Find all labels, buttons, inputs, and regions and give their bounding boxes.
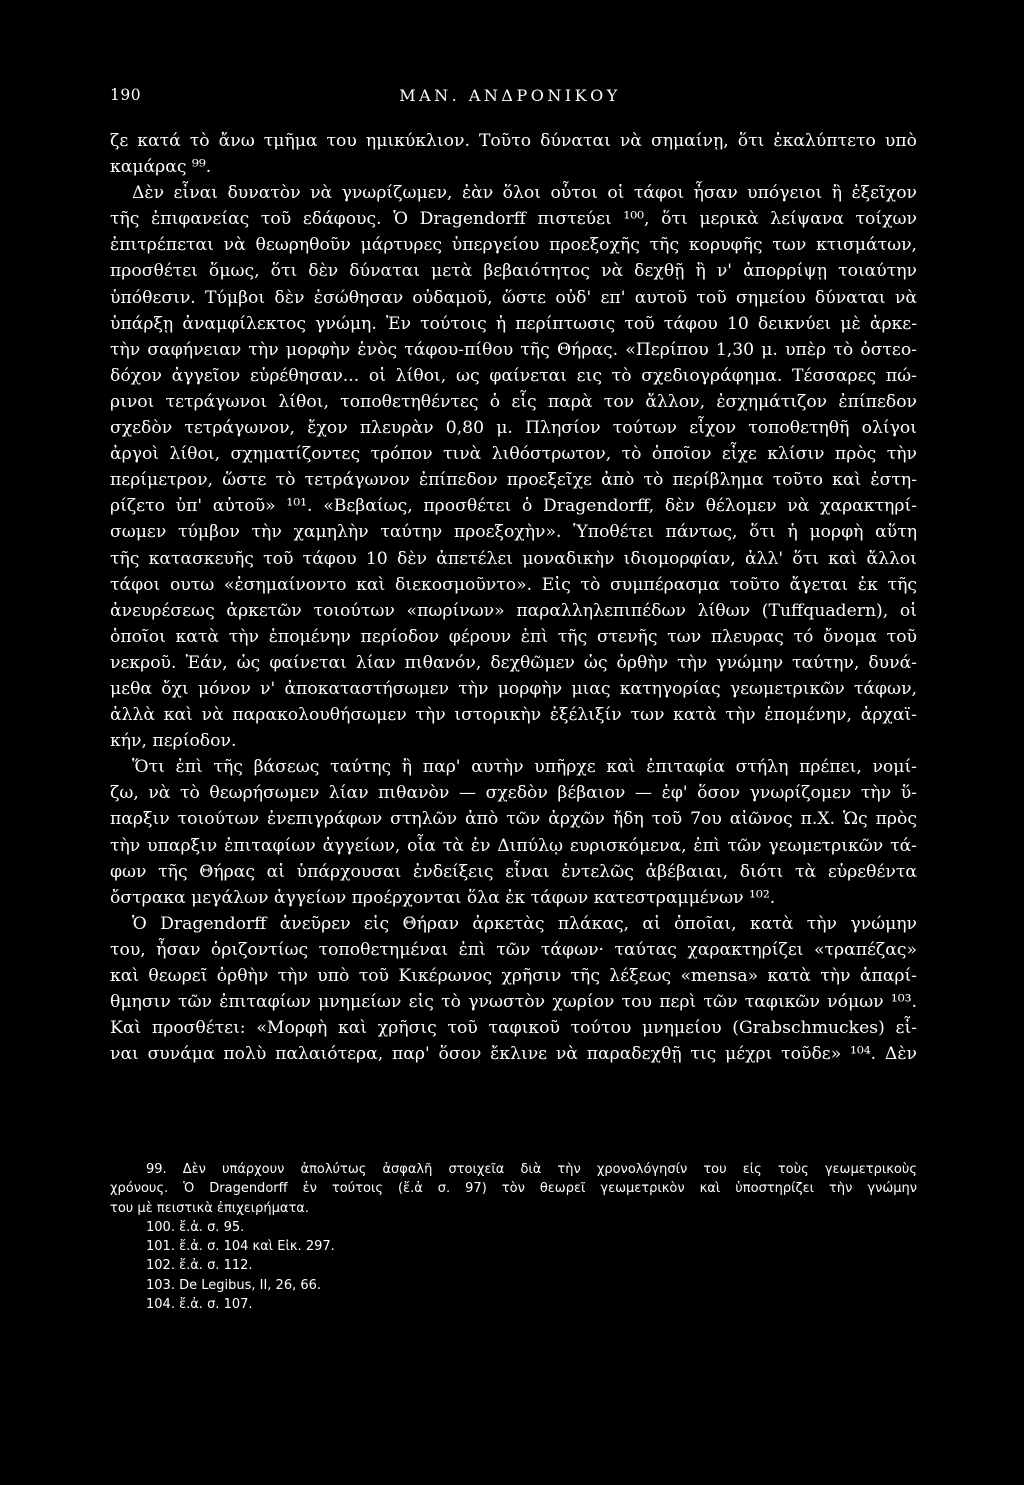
text-line: Ὁ Dragendorff ἀνεῦρεν εἰς Θήραν ἀρκετὰς πλάκας, αἱ ὁποῖαι, κατὰ τὴν γνώμην	[132, 913, 917, 934]
text-line: Καὶ προσθέτει: «Μορφὴ καὶ χρῆσις τοῦ ταφικοῦ τούτου μνημείου (Grabschmuckes) εἶ-	[110, 1018, 917, 1039]
footnote-102: 102. ἔ.ἀ. σ. 112.	[146, 1258, 253, 1274]
footnote-104: 104. ἔ.ἀ. σ. 107.	[146, 1297, 253, 1313]
text-line: μεθα ὄχι μόνον ν' ἀποκαταστήσωμεν τὴν μορφὴν μιας κατηγορίας γεωμετρικῶν τάφων,	[110, 678, 917, 699]
text-line: τάφοι ουτω «ἐσημαίνοντο καὶ διεκοσμοῦντο». Εἰς τὸ συμπέρασμα τοῦτο ἄγεται ἐκ τῆς	[110, 574, 917, 595]
text-line: περίμετρον, ὥστε τὸ τετράγωνον ἐπίπεδον προεξεῖχε ἀπὸ τὸ περίβλημα τοῦτο καὶ ἐστη-	[110, 470, 917, 491]
footnote-101: 101. ἔ.ἀ. σ. 104 καὶ Εἰκ. 297.	[146, 1239, 335, 1255]
text-line: ἀνευρέσεως ἀρκετῶν τοιούτων «πωρίνων» παραλληλεπιπέδων λίθων (Tuffquadern), οἱ	[110, 600, 917, 621]
text-line: προσθέτει ὅμως, ὅτι δὲν δύναται μετὰ βεβαιότητος νὰ δεχθῇ ἢ ν' ἀπορρίψῃ τοιαύτην	[110, 261, 917, 282]
text-line: τὴν υπαρξιν ἐπιταφίων ἀγγείων, οἷα τὰ ἐν Διπύλῳ ευρισκόμενα, ἐπὶ τῶν γεωμετρικῶν τά-	[110, 835, 917, 856]
text-line: τῆς κατασκευῆς τοῦ τάφου 10 δὲν ἀπετέλει μοναδικὴν ιδιομορφίαν, ἀλλ' ὅτι καὶ ἄλλοι	[110, 548, 917, 569]
text-line: ἐπιτρέπεται νὰ θεωρηθοῦν μάρτυρες ὑπεργείου προεξοχῆς τῆς κορυφῆς των κτισμάτων,	[110, 235, 917, 256]
text-line: ζω, νὰ τὸ θεωρήσωμεν λίαν πιθανὸν — σχεδὸν βέβαιον — ἐφ' ὅσον γνωρίζομεν τὴν ὕ-	[110, 783, 917, 804]
text-line: θμησιν τῶν ἐπιταφίων μνημείων εἰς τὸ γνωστὸν χωρίον του περὶ τῶν ταφικῶν νόμων ¹⁰³.	[110, 992, 917, 1013]
text-line: Δὲν εἶναι δυνατὸν νὰ γνωρίζωμεν, ἐὰν ὅλοι οὗτοι οἱ τάφοι ἦσαν υπόγειοι ἢ ἐξεῖχον	[132, 183, 917, 204]
text-line: ὄστρακα μεγάλων ἀγγείων προέρχονται ὅλα ἐκ τάφων κατεστραμμένων ¹⁰².	[110, 887, 776, 908]
footnote-99-continued: του μὲ πειστικὰ ἐπιχειρήματα.	[110, 1200, 309, 1216]
text-line: καὶ θεωρεῖ ὀρθὴν τὴν υπὸ τοῦ Κικέρωνος χρῆσιν τῆς λέξεως «mensa» κατὰ τὴν ἀπαρί-	[110, 966, 917, 986]
text-line: ἀλλὰ καὶ νὰ παρακολουθήσωμεν τὴν ιστορικὴν ἐξέλιξίν των κατὰ τὴν ἑπομένην, ἀρχαϊ-	[110, 705, 917, 726]
text-line: ὑπάρξῃ ἀναμφίλεκτος γνώμη. Ἐν τούτοις ἡ περίπτωσις τοῦ τάφου 10 δεικνύει μὲ ἀρκε-	[110, 313, 917, 334]
text-line: καμάρας ⁹⁹.	[110, 157, 212, 178]
text-line: ἀργοὶ λίθοι, σχηματίζοντες τρόπον τινὰ λιθόστρωτον, τὸ ὁποῖον εἶχε κλίσιν πρὸς τὴν	[110, 444, 917, 465]
text-line: ὁποῖοι κατὰ τὴν ἑπομένην περίοδον φέρουν ἐπὶ τῆς στενῆς των πλευρας τό ὄνομα τοῦ	[110, 626, 917, 647]
page-header	[110, 86, 910, 112]
running-head: ΜΑΝ. ΑΝΔΡΟΝΙΚΟΥ	[399, 86, 621, 105]
text-line: δόχον ἀγγεῖον εὑρέθησαν... οἱ λίθοι, ως φαίνεται εις τὸ σχεδιογράφημα. Τέσσαρες πώ-	[110, 365, 917, 386]
footnote-103: 103. De Legibus, II, 26, 66.	[146, 1277, 322, 1293]
footnote-99: 99. Δὲν υπάρχουν ἀπολύτως ἀσφαλῆ στοιχεῖα διὰ τὴν χρονολόγησίν του εἰς τοὺς γεωμετρικοὺς	[146, 1162, 917, 1177]
footnotes	[110, 1160, 917, 1314]
text-line: ρινοι τετράγωνοι λίθοι, τοποθετηθέντες ὁ εἷς παρὰ τον ἄλλον, ἐσχημάτιζον ἐπίπεδον	[110, 391, 917, 412]
text-line: τὴν σαφήνειαν τὴν μορφὴν ἑνὸς τάφου-πίθου τῆς Θήρας. «Περίπου 1,30 μ. υπὲρ τὸ ὀστεο-	[110, 339, 917, 360]
text-line: παρξιν τοιούτων ἐνεπιγράφων στηλῶν ἀπὸ τῶν ἀρχῶν ἤδη τοῦ 7ου αἰῶνος π.Χ. Ὡς πρὸς	[110, 809, 917, 830]
text-line: νεκροῦ. Ἐάν, ὡς φαίνεται λίαν πιθανόν, δεχθῶμεν ὡς ὀρθὴν τὴν γνώμην ταύτην, δυνά-	[110, 652, 917, 673]
text-line: φων τῆς Θήρας αἱ ὑπάρχουσαι ἐνδείξεις εἶναι ἐντελῶς ἀβέβαιαι, διότι τὰ εὑρεθέντα	[110, 861, 917, 882]
text-line: ζε κατά τὸ ἄνω τμῆμα του ημικύκλιον. Τοῦτο δύναται νὰ σημαίνῃ, ὅτι ἐκαλύπτετο υπὸ	[110, 131, 917, 151]
text-line: σχεδὸν τετράγωνον, ἔχον πλευρὰν 0,80 μ. Πλησίον τούτων εἶχον τοποθετηθῆ ολίγοι	[110, 418, 917, 439]
text-line: κήν, περίοδον.	[110, 731, 237, 752]
text-line: του, ἦσαν ὁριζοντίως τοποθετημέναι ἐπὶ τῶν τάφων· ταύτας χαρακτηρίζει «τραπέζας»	[110, 939, 917, 960]
text-line: ρίζετο ὑπ' αὐτοῦ» ¹⁰¹. «Βεβαίως, προσθέτει ὁ Dragendorff, δὲν θέλομεν νὰ χαρακτηρί-	[110, 496, 917, 517]
body-text	[110, 128, 917, 1067]
page-number: 190	[110, 86, 142, 104]
text-line: ναι συνάμα πολὺ παλαιότερα, παρ' ὅσον ἔκλινε νὰ παραδεχθῇ τις μέχρι τοῦδε» ¹⁰⁴. Δὲν	[110, 1044, 917, 1065]
text-line: ὑπόθεσιν. Τύμβοι δὲν ἐσώθησαν οὐδαμοῦ, ὥστε οὐδ' επ' αυτοῦ τοῦ σημείου δύναται νὰ	[110, 287, 917, 308]
footnote-99-continued: χρόνους. Ὁ Dragendorff ἐν τούτοις (ἔ.ἀ σ. 97) τὸν θεωρεῖ γεωμετρικὸν καὶ ὑποστηρίζει τὴν γνώμην	[110, 1181, 917, 1197]
text-line: σωμεν τύμβον τὴν χαμηλὴν ταύτην προεξοχὴν». Ὑποθέτει πάντως, ὅτι ἡ μορφὴ αὕτη	[110, 522, 917, 543]
text-line: τῆς ἐπιφανείας τοῦ εδάφους. Ὁ Dragendorff πιστεύει ¹⁰⁰, ὅτι μερικὰ λείψανα τοίχων	[110, 209, 917, 230]
text-line: Ὅτι ἐπὶ τῆς βάσεως ταύτης ἢ παρ' αυτὴν υπῆρχε καὶ ἐπιταφία στήλη πρέπει, νομί-	[132, 757, 917, 778]
footnote-100: 100. ἔ.ἀ. σ. 95.	[146, 1219, 245, 1235]
